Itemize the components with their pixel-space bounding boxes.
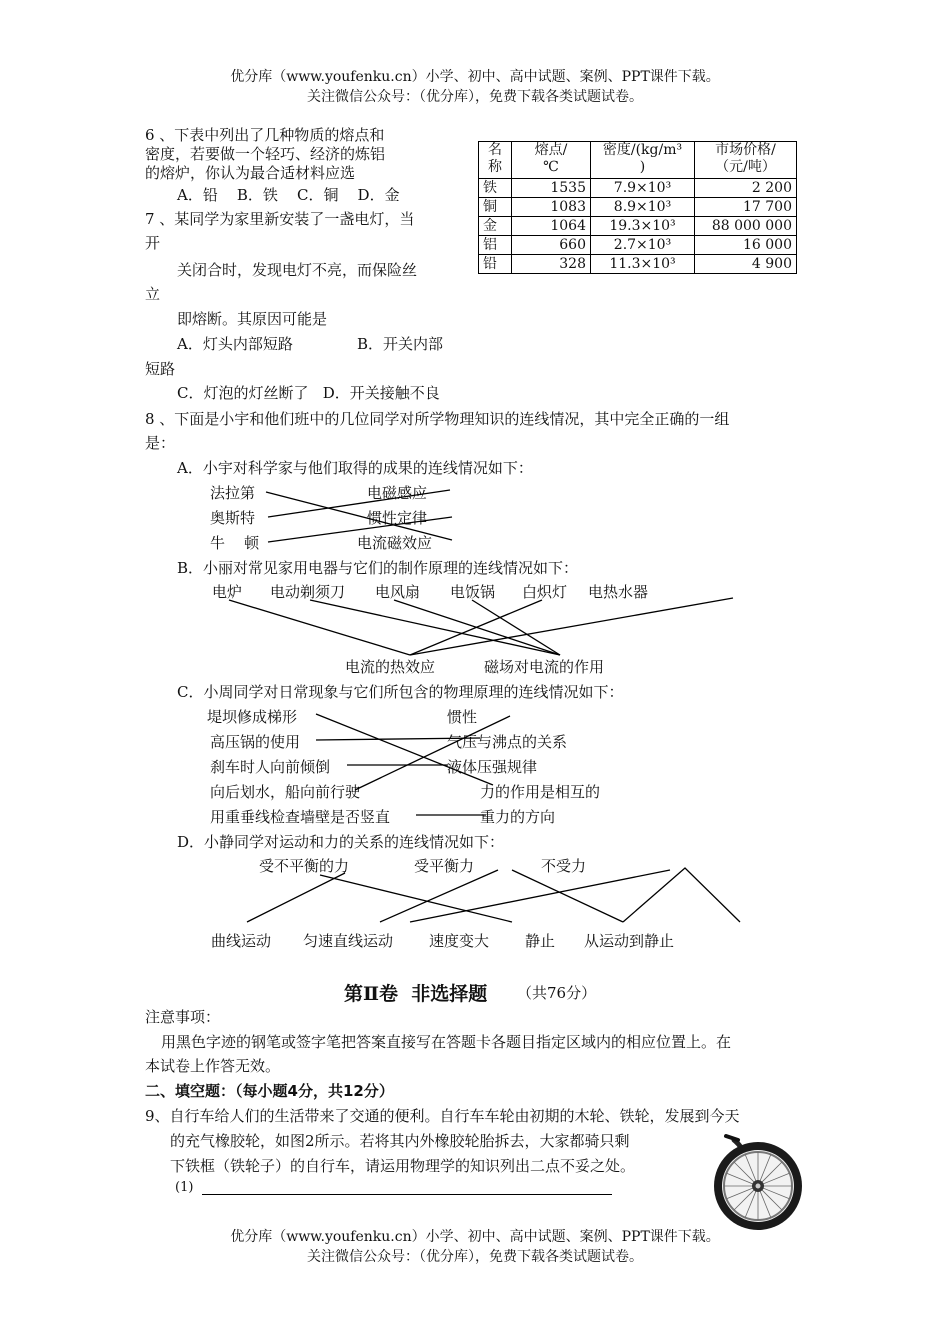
- q8c-right-item: 液体压强规律: [447, 758, 538, 776]
- q7-line-2b: 立: [145, 285, 161, 303]
- table-cell: 328: [512, 255, 591, 274]
- q8d-bottom-item: 静止: [525, 932, 556, 950]
- q8b-bottom-item: 电流的热效应: [345, 658, 436, 676]
- q6-line-3: 的熔炉，你认为最合适材料应选: [145, 164, 356, 182]
- q8d-bottom-item: 速度变大: [429, 932, 490, 950]
- q8b-top-item: 电饭锅: [450, 583, 496, 601]
- q8c-left-item: 堤坝修成梯形: [207, 708, 298, 726]
- q8c-line: [316, 714, 493, 785]
- part2-title: 第Ⅱ卷 非选择题: [344, 983, 488, 1005]
- table-cell: 1064: [512, 217, 591, 236]
- q7-line-3: 即熔断。其原因可能是: [177, 310, 328, 328]
- table-cell: 4 900: [695, 255, 797, 274]
- q8d-bottom-item: 曲线运动: [211, 932, 272, 950]
- q8c-line: [355, 716, 510, 790]
- table-cell: 2 200: [695, 179, 797, 198]
- table-header-cell: 密度/(kg/m³ ): [591, 142, 695, 179]
- table-cell: 金: [479, 217, 512, 236]
- notice-label: 注意事项：: [145, 1008, 221, 1026]
- table-cell: 1083: [512, 198, 591, 217]
- q8c-left-item: 刹车时人向前倾倒: [210, 758, 331, 776]
- q8c-right-item: 气压与沸点的关系: [447, 733, 568, 751]
- q8d-line: [512, 870, 623, 922]
- q8c-line: [316, 738, 480, 740]
- footer-line-1: 优分库（www.youfenku.cn）小学、初中、高中试题、案例、PPT课件下载。: [230, 1229, 720, 1245]
- q8a-right-item: 电流磁效应: [357, 534, 433, 552]
- q7-line-1: 7 、某同学为家里新安装了一盏电灯，当: [145, 210, 415, 228]
- table-cell: 17 700: [695, 198, 797, 217]
- q7-option-b-cont: 短路: [145, 360, 176, 378]
- table-cell: 铜: [479, 198, 512, 217]
- q8a-left-item: 奥斯特: [210, 509, 256, 527]
- q8b-line: [472, 600, 560, 655]
- q6-line-2: 密度，若要做一个轻巧、经济的炼铝: [145, 145, 386, 163]
- q8d-line: [247, 873, 345, 922]
- table-header-cell: 市场价格/ （元/吨）: [695, 142, 797, 179]
- q6-options: A．铅 B．铁 C．铜 D．金: [177, 186, 400, 204]
- q9-line-2: 的充气橡胶轮，如图2所示。若将其内外橡胶轮胎拆去，大家都骑只剩: [170, 1132, 630, 1150]
- table-cell: 1535: [512, 179, 591, 198]
- bicycle-wheel-image: [708, 1132, 806, 1234]
- q8b-bottom-item: 磁场对电流的作用: [484, 658, 605, 676]
- q8b-title: B．小丽对常见家用电器与它们的制作原理的连线情况如下：: [177, 559, 579, 577]
- table-cell: 16 000: [695, 236, 797, 255]
- q8c-right-item: 惯性: [447, 708, 478, 726]
- q8c-right-item: 重力的方向: [480, 808, 556, 826]
- q7-line-1b: 开: [145, 234, 161, 252]
- q8a-right-item: 电磁感应: [367, 484, 428, 502]
- q8c-title: C．小周同学对日常现象与它们所包含的物理原理的连线情况如下：: [177, 683, 624, 701]
- header-line-1: 优分库（www.youfenku.cn）小学、初中、高中试题、案例、PPT课件下载。: [230, 69, 720, 85]
- table-cell: 11.3×10³: [591, 255, 695, 274]
- q8d-title: D．小静同学对运动和力的关系的连线情况如下：: [177, 833, 505, 851]
- table-cell: 660: [512, 236, 591, 255]
- footer-line-2: 关注微信公众号：（优分库），免费下载各类试题试卷。: [307, 1249, 643, 1265]
- notice-line-1: 用黑色字迹的钢笔或签字笔把答案直接写在答题卡各题目指定区域内的相应位置上。在: [161, 1033, 732, 1051]
- q8d-bottom-item: 从运动到静止: [584, 932, 675, 950]
- table-cell: 7.9×10³: [591, 179, 695, 198]
- q7-line-2: 关闭合时，发现电灯不亮，而保险丝: [177, 261, 418, 279]
- section-fill-in: 二、填空题：（每小题4分，共12分）: [145, 1082, 394, 1100]
- table-cell: 2.7×10³: [591, 236, 695, 255]
- q8a-left-item: 法拉第: [210, 484, 256, 502]
- q8a-right-item: 惯性定律: [367, 509, 428, 527]
- q8c-right-item: 力的作用是相互的: [480, 783, 601, 801]
- table-cell: 88 000 000: [695, 217, 797, 236]
- q9-line-1: 9、自行车给人们的生活带来了交通的便利。自行车车轮由初期的木轮、铁轮，发展到今天: [145, 1107, 740, 1125]
- q8b-line: [410, 598, 733, 655]
- q6-line-1: 6 、下表中列出了几种物质的熔点和: [145, 126, 385, 144]
- q8b-top-item: 电炉: [212, 583, 243, 601]
- q8-line-1: 8 、下面是小宇和他们班中的几位同学对所学物理知识的连线情况，其中完全正确的一组: [145, 410, 730, 428]
- notice-line-2: 本试卷上作答无效。: [145, 1057, 281, 1075]
- part2-score: （共76分）: [517, 984, 597, 1002]
- q8a-line: [266, 492, 452, 540]
- q7-options-cd: C．灯泡的灯丝断了 D．开关接触不良: [177, 384, 440, 402]
- q8d-top-item: 受不平衡的力: [259, 857, 350, 875]
- header-line-2: 关注微信公众号：（优分库），免费下载各类试题试卷。: [307, 89, 643, 105]
- q8a-title: A．小宇对科学家与他们取得的成果的连线情况如下：: [177, 459, 533, 477]
- q9-blank-1-label: (1): [175, 1180, 194, 1195]
- table-header-cell: 名 称: [479, 142, 512, 179]
- q8d-bottom-item: 匀速直线运动: [303, 932, 394, 950]
- table-cell: 19.3×10³: [591, 217, 695, 236]
- table-header-cell: 熔点/ ℃: [512, 142, 591, 179]
- q9-line-3: 下铁框（铁轮子）的自行车，请运用物理学的知识列出二点不妥之处。: [170, 1157, 636, 1175]
- table-cell: 8.9×10³: [591, 198, 695, 217]
- q8b-top-item: 电动剃须刀: [270, 583, 346, 601]
- q8b-top-item: 白炽灯: [522, 583, 568, 601]
- q8b-top-item: 电热水器: [588, 583, 649, 601]
- q8d-line: [320, 875, 512, 922]
- q8d-top-item: 受平衡力: [414, 857, 475, 875]
- q8a-line: [268, 517, 452, 542]
- table-cell: 铅: [479, 255, 512, 274]
- q8d-top-item: 不受力: [541, 857, 587, 875]
- q9-answer-line-1[interactable]: [202, 1194, 612, 1195]
- q8c-left-item: 高压锅的使用: [210, 733, 301, 751]
- table-cell: 铁: [479, 179, 512, 198]
- table-cell: 铝: [479, 236, 512, 255]
- q8c-left-item: 用重垂线检查墙壁是否竖直: [210, 808, 391, 826]
- q8-line-2: 是：: [145, 434, 176, 452]
- q8a-left-item: 牛 顿: [210, 534, 260, 552]
- q8b-line: [229, 600, 410, 655]
- q8b-top-item: 电风扇: [375, 583, 421, 601]
- q8c-left-item: 向后划水，船向前行驶: [210, 783, 361, 801]
- q8a-line: [268, 490, 450, 517]
- q7-option-b: B．开关内部: [357, 335, 444, 353]
- q7-option-a: A．灯头内部短路: [177, 335, 293, 353]
